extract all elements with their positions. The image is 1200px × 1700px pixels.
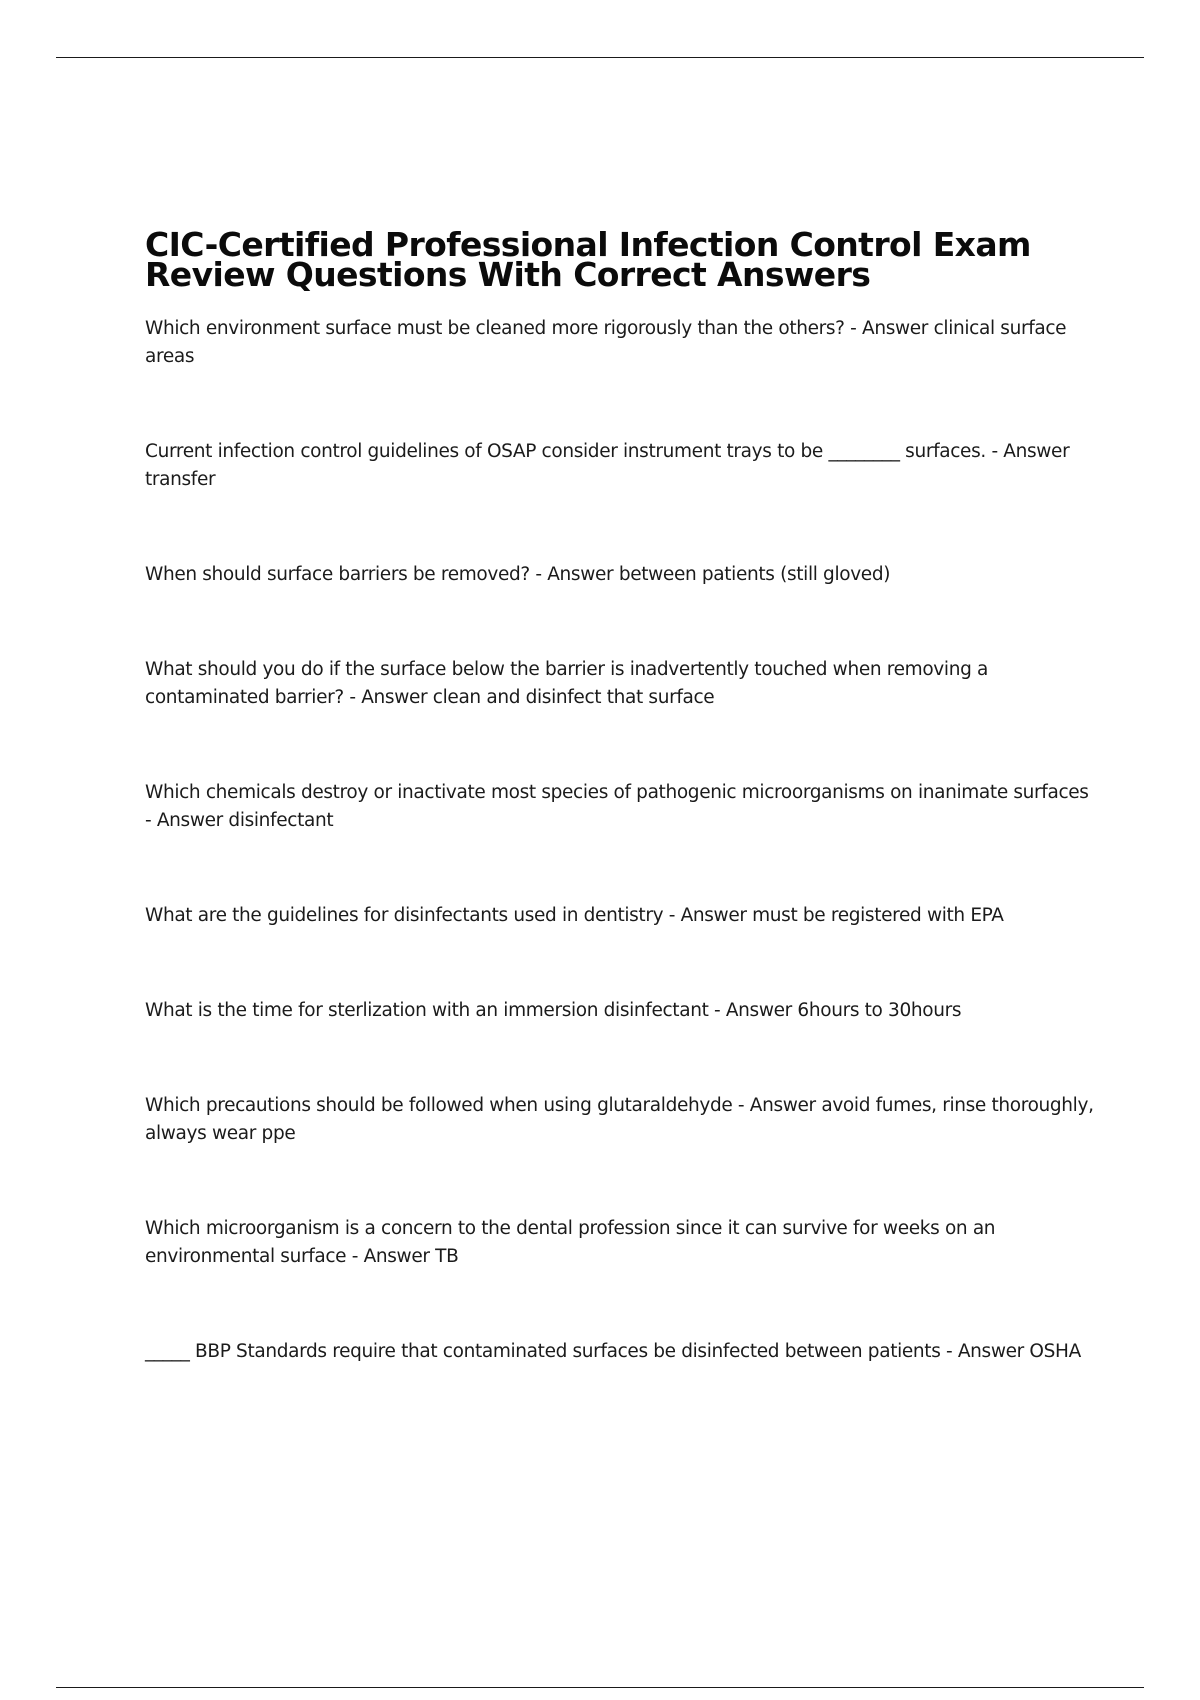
qa-item: What should you do if the surface below the barrier is inadvertently touched when removing a contaminated barrier? - Answer clean and disinfect that surface — [145, 659, 988, 708]
qa-list — [145, 315, 1095, 1366]
qa-item: What are the guidelines for disinfectants used in dentistry - Answer must be registered with EPA — [145, 905, 1004, 926]
qa-item: _____ BBP Standards require that contaminated surfaces be disinfected between patients - Answer OSHA — [145, 1341, 1081, 1362]
qa-item: Current infection control guidelines of OSAP consider instrument trays to be ________ surfaces. - Answer transfer — [145, 441, 1070, 490]
qa-item: Which chemicals destroy or inactivate most species of pathogenic microorganisms on inanimate surfaces - Answer disinfectant — [145, 782, 1089, 831]
qa-item: When should surface barriers be removed? - Answer between patients (still gloved) — [145, 564, 891, 585]
qa-item: Which microorganism is a concern to the dental profession since it can survive for weeks on an environmental surface - Answer TB — [145, 1218, 996, 1267]
qa-item: Which environment surface must be cleaned more rigorously than the others? - Answer clinical surface areas — [145, 318, 1067, 367]
header-rule — [56, 57, 1144, 58]
qa-item: What is the time for sterlization with an immersion disinfectant - Answer 6hours to 30hours — [145, 1000, 962, 1021]
footer-rule — [56, 1687, 1144, 1688]
document-title: CIC-Certified Professional Infection Control Exam Review Questions With Correct Answers — [145, 225, 1031, 294]
document-body — [145, 225, 1095, 1366]
qa-item: Which precautions should be followed when using glutaraldehyde - Answer avoid fumes, rinse thoroughly, always wear ppe — [145, 1095, 1094, 1144]
